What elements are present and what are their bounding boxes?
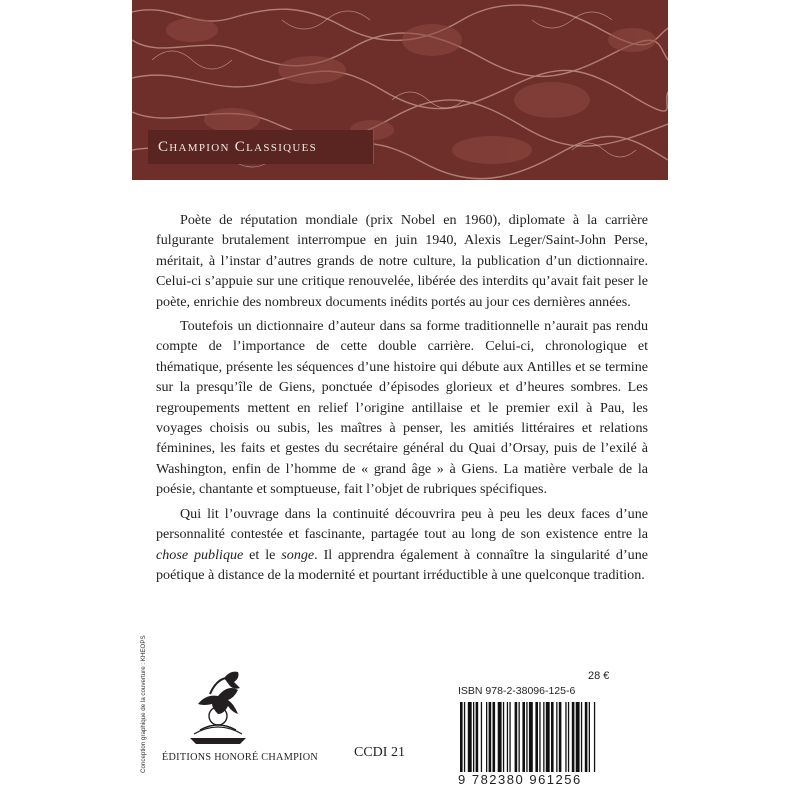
- blurb-paragraph-1: Poète de réputation mondiale (prix Nobel en 1960), diplomate à la carrière fulgurante brutalement interrompue en juin 1940, Alexis Leger/Saint-John Perse, méritait, à l’instar d’autres grands de notre culture, la publication d’un dictionnaire. Celui-ci s’appuie sur une critique renouvelée, libérée des interdits qu’avait fait peser le poète, enrichie des nombreux documents inédits portés au jour ces dernières années.: [156, 212, 648, 310]
- back-cover-blurb: [156, 210, 648, 589]
- series-label: Champion Classiques: [148, 130, 374, 164]
- series-number: CCDI 21: [354, 745, 405, 760]
- publisher-name: ÉDITIONS HONORÉ CHAMPION: [162, 752, 319, 763]
- blurb-paragraph-2: Toutefois un dictionnaire d’auteur dans sa forme traditionnelle n’aurait pas rendu compte de l’importance de cette double carrière. Celui-ci, chronologique et thématique, présente les séquences d’une histoire qui débute aux Antilles et se termine sur la presqu’île de Giens, ponctuée d’épisodes glorieux et d’heures sombres. Les regroupements mettent en relief l’origine antillaise et le premier exil à Pau, les voyages choisis ou subis, les maîtres à penser, les amitiés littéraires et relations féminines, les faits et gestes du secrétaire général du Quai d’Orsay, puis de l’exilé à Washington, enfin de l’homme de « grand âge » à Giens. La matière verbale de la poésie, chantante et somptueuse, fait l’objet de rubriques spécifiques.: [156, 318, 648, 498]
- ean13-barcode-icon: [458, 702, 648, 772]
- book-back-cover: [132, 0, 668, 790]
- cover-design-credit: Conception graphique de la couverture : KHEOPS: [140, 635, 147, 773]
- price: 28 €: [588, 670, 610, 682]
- marbled-header-band: [132, 0, 668, 180]
- blurb-paragraph-3: [156, 504, 648, 586]
- blurb-emphasis-songe: songe: [281, 546, 315, 563]
- blurb-paragraph-3-part-a: Qui lit l’ouvrage dans la continuité découvrira peu à peu les deux faces d’une personnalité contestée et fascinante, partagée tout au long de son existence entre la: [156, 505, 648, 543]
- isbn-number: ISBN 978-2-38096-125-6: [458, 685, 576, 697]
- blurb-paragraph-3-part-c: . Il apprendra également à connaître la singularité d’une poétique à distance de la modernité et pourtant irréductible à une quelconque tradition.: [156, 546, 649, 583]
- blurb-emphasis-chose-publique: chose publique: [156, 546, 244, 563]
- blurb-paragraph-3-part-b: et le: [243, 546, 282, 563]
- barcode-digits: 9 782380 961256: [458, 772, 582, 787]
- rearing-horse-crest-icon: [180, 660, 256, 750]
